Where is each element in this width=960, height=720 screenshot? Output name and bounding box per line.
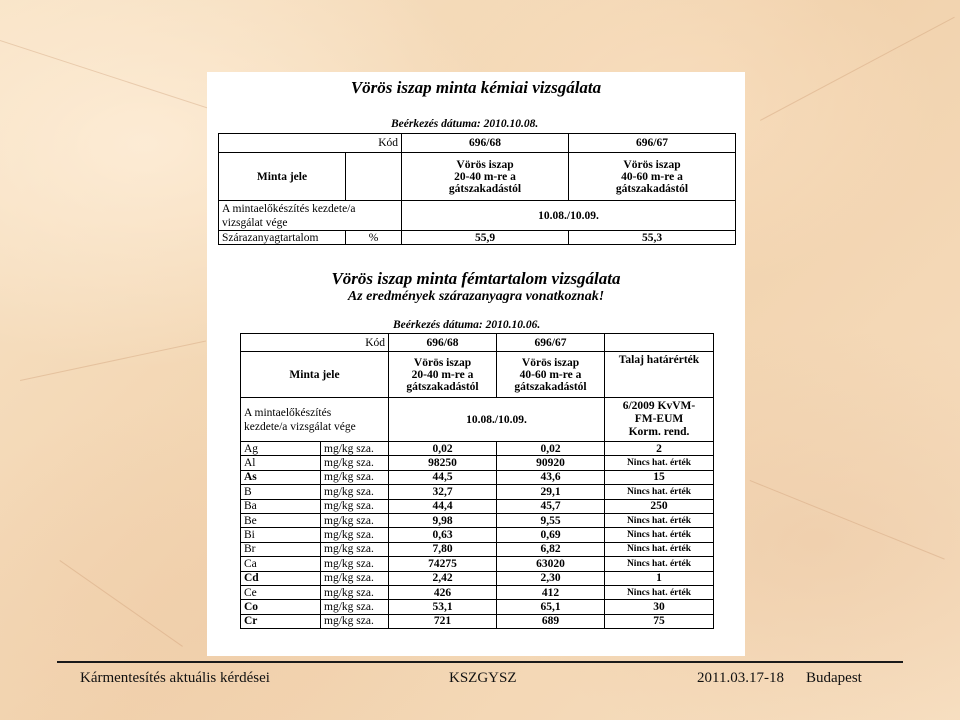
doc2-subtitle: Az eredmények szárazanyagra vonatkoznak! (347, 289, 605, 304)
value-b-cell: 29,1 (497, 485, 605, 499)
table-row (241, 334, 714, 352)
kod-b: 696/67 (569, 134, 736, 153)
metal-table (240, 333, 714, 629)
unit-cell: mg/kg sza. (321, 470, 389, 484)
prep-value: 10.08./10.09. (389, 398, 605, 442)
value-a-cell: 0,63 (389, 528, 497, 542)
limit-cell: 250 (605, 499, 714, 513)
value-a-cell: 53,1 (389, 600, 497, 614)
element-cell: Ce (241, 585, 321, 599)
table-row (241, 585, 714, 599)
value-b-cell: 9,55 (497, 513, 605, 527)
value-b-cell: 689 (497, 614, 605, 628)
unit-cell: mg/kg sza. (321, 542, 389, 556)
footer-date: 2011.03.17-18 (697, 670, 784, 686)
value-b-cell: 45,7 (497, 499, 605, 513)
marble-vein (20, 340, 206, 380)
unit-cell: mg/kg sza. (321, 614, 389, 628)
value-a-cell: 44,4 (389, 499, 497, 513)
prep-label: A mintaelőkészítés kezdete/a vizsgálat vége (241, 398, 389, 442)
value-b-cell: 0,69 (497, 528, 605, 542)
dry-label: Szárazanyagtartalom (219, 231, 346, 245)
marble-vein (760, 17, 955, 121)
table-row (219, 153, 736, 201)
unit-cell: mg/kg sza. (321, 585, 389, 599)
minta-label: Minta jele (219, 153, 346, 201)
table-row (219, 201, 736, 231)
kod-label: Kód (219, 134, 402, 153)
limit-cell: 1 (605, 571, 714, 585)
value-b-cell: 6,82 (497, 542, 605, 556)
limit-cell: Nincs hat. érték (605, 585, 714, 599)
value-a-cell: 9,98 (389, 513, 497, 527)
element-cell: Co (241, 600, 321, 614)
table-row (241, 485, 714, 499)
kod-b: 696/67 (497, 334, 605, 352)
element-cell: Ca (241, 557, 321, 571)
limit-cell: 15 (605, 470, 714, 484)
limit-cell: Nincs hat. érték (605, 513, 714, 527)
element-cell: As (241, 470, 321, 484)
minta-a: Vörös iszap 20-40 m-re a gátszakadástól (389, 352, 497, 398)
element-cell: Ag (241, 442, 321, 456)
table-row (241, 499, 714, 513)
unit-cell: mg/kg sza. (321, 513, 389, 527)
limit-cell: Nincs hat. érték (605, 542, 714, 556)
marble-vein (59, 560, 182, 647)
limit-cell: Nincs hat. érték (605, 485, 714, 499)
limit-cell: Nincs hat. érték (605, 528, 714, 542)
unit-cell: mg/kg sza. (321, 528, 389, 542)
element-cell: Cd (241, 571, 321, 585)
dry-a: 55,9 (402, 231, 569, 245)
kod-a: 696/68 (389, 334, 497, 352)
limit-label: Talaj határérték (605, 352, 714, 398)
element-cell: Cr (241, 614, 321, 628)
unit-cell: mg/kg sza. (321, 499, 389, 513)
prep-label: A mintaelőkészítés kezdete/a vizsgálat vége (219, 201, 402, 231)
limit-cell: Nincs hat. érték (605, 557, 714, 571)
table-row (241, 571, 714, 585)
table-row (241, 614, 714, 628)
minta-a: Vörös iszap 20-40 m-re a gátszakadástól (402, 153, 569, 201)
footer-org: KSZGYSZ (449, 670, 517, 686)
doc1-title: Vörös iszap minta kémiai vizsgálata (350, 78, 602, 97)
table-row (241, 352, 714, 398)
value-b-cell: 412 (497, 585, 605, 599)
table-row (241, 442, 714, 456)
table-row (241, 470, 714, 484)
table-row (241, 513, 714, 527)
value-b-cell: 65,1 (497, 600, 605, 614)
dry-b: 55,3 (569, 231, 736, 245)
minta-label: Minta jele (241, 352, 389, 398)
element-cell: Be (241, 513, 321, 527)
doc2-date: Beérkezés dátuma: 2010.10.06. (393, 319, 541, 331)
prep-value: 10.08./10.09. (402, 201, 736, 231)
table-row (241, 456, 714, 470)
unit-cell: mg/kg sza. (321, 442, 389, 456)
limit-cell: 2 (605, 442, 714, 456)
table-row (241, 600, 714, 614)
element-cell: Bi (241, 528, 321, 542)
unit-cell: mg/kg sza. (321, 557, 389, 571)
scanned-document (207, 72, 745, 656)
value-b-cell: 0,02 (497, 442, 605, 456)
value-b-cell: 90920 (497, 456, 605, 470)
value-a-cell: 32,7 (389, 485, 497, 499)
doc1-date: Beérkezés dátuma: 2010.10.08. (391, 118, 539, 130)
table-row (219, 231, 736, 245)
element-cell: Ba (241, 499, 321, 513)
value-a-cell: 98250 (389, 456, 497, 470)
minta-b: Vörös iszap 40-60 m-re a gátszakadástól (569, 153, 736, 201)
doc2-title: Vörös iszap minta fémtartalom vizsgálata (331, 269, 621, 288)
value-a-cell: 426 (389, 585, 497, 599)
table-row (241, 398, 714, 442)
table-row (241, 557, 714, 571)
table-row (219, 134, 736, 153)
dry-unit: % (346, 231, 402, 245)
kod-a: 696/68 (402, 134, 569, 153)
limit-cell: 30 (605, 600, 714, 614)
footer-title: Kármentesítés aktuális kérdései (80, 670, 270, 686)
value-a-cell: 44,5 (389, 470, 497, 484)
value-b-cell: 63020 (497, 557, 605, 571)
footer-divider (57, 661, 903, 663)
minta-b: Vörös iszap 40-60 m-re a gátszakadástól (497, 352, 605, 398)
element-cell: B (241, 485, 321, 499)
unit-cell: mg/kg sza. (321, 456, 389, 470)
value-a-cell: 0,02 (389, 442, 497, 456)
chemical-table (218, 133, 736, 245)
table-row (241, 528, 714, 542)
unit-cell: mg/kg sza. (321, 600, 389, 614)
value-a-cell: 721 (389, 614, 497, 628)
kod-label: Kód (241, 334, 389, 352)
unit-cell: mg/kg sza. (321, 571, 389, 585)
limit-ref: 6/2009 KvVM- FM-EUM Korm. rend. (605, 398, 714, 442)
value-b-cell: 2,30 (497, 571, 605, 585)
value-a-cell: 7,80 (389, 542, 497, 556)
limit-cell: Nincs hat. érték (605, 456, 714, 470)
unit-cell: mg/kg sza. (321, 485, 389, 499)
value-a-cell: 2,42 (389, 571, 497, 585)
value-a-cell: 74275 (389, 557, 497, 571)
limit-cell: 75 (605, 614, 714, 628)
value-b-cell: 43,6 (497, 470, 605, 484)
element-cell: Al (241, 456, 321, 470)
footer-city: Budapest (806, 670, 862, 686)
element-cell: Br (241, 542, 321, 556)
table-row (241, 542, 714, 556)
marble-vein (750, 480, 945, 560)
